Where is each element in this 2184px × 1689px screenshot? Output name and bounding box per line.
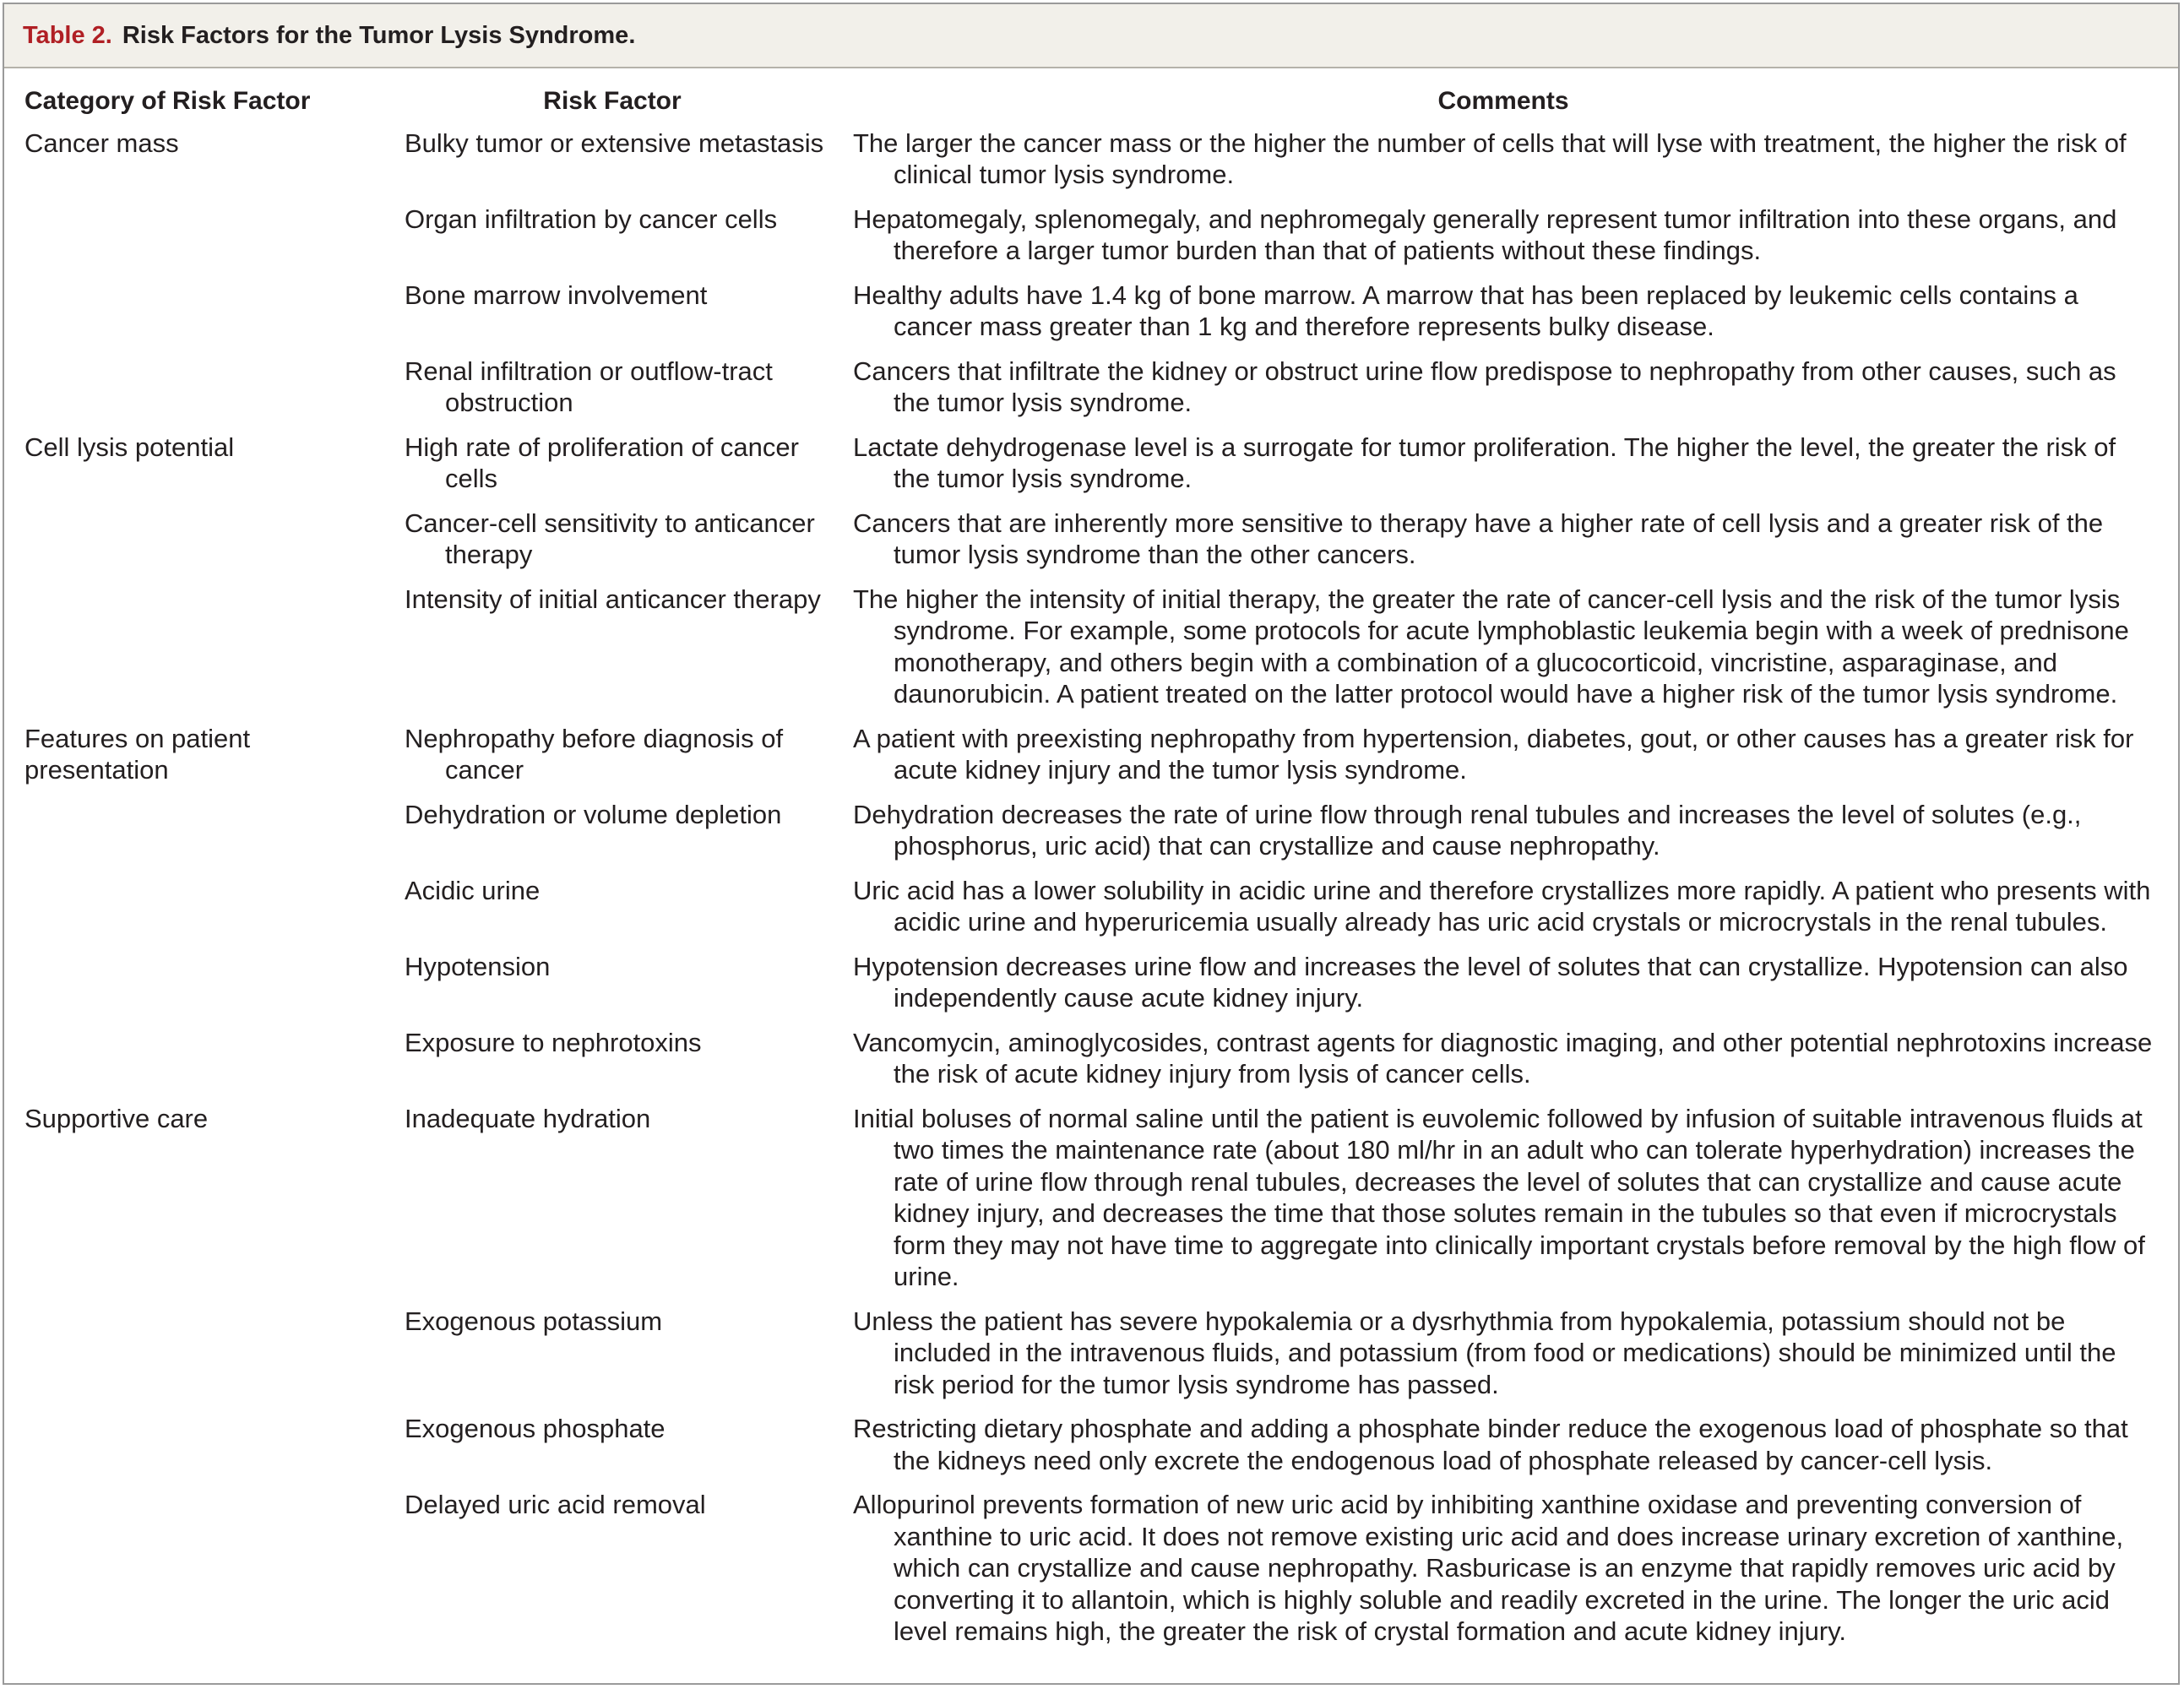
- risk-factor-text: Delayed uric acid removal: [405, 1490, 706, 1519]
- table-row: [4, 128, 2178, 204]
- cell-category: [4, 356, 405, 432]
- table-frame: [3, 3, 2180, 1685]
- risk-factor-text: Cancer-cell sensitivity to anticancer therapy: [405, 508, 815, 569]
- cell-comment: [853, 128, 2178, 204]
- table-row: [4, 508, 2178, 584]
- cell-category: [4, 875, 405, 951]
- cell-comment: [853, 204, 2178, 280]
- cell-comment: [853, 1103, 2178, 1306]
- table-row: [4, 875, 2178, 951]
- comment-text: Cancers that are inherently more sensitive to therapy have a higher rate of cell lysis and a greater risk of the tumor lysis syndrome than the other cancers.: [853, 508, 2104, 569]
- cell-comment: [853, 508, 2178, 584]
- cell-category: [4, 204, 405, 280]
- risk-factor-text: Exposure to nephrotoxins: [405, 1027, 702, 1057]
- table-body: [4, 128, 2178, 1661]
- cell-category: [4, 799, 405, 875]
- comment-text: Allopurinol prevents formation of new uric acid by inhibiting xanthine oxidase and preventing conversion of xanthine to uric acid. It does not remove existing uric acid and does increase urinary excretion of xanthine, which can crystallize and cause nephropathy. Rasburicase is an enzyme that rapidly removes uric acid by converting it to allantoin, which is highly soluble and readily excreted in the urine. The longer the uric acid level remains high, the greater the risk of crystal formation and acute kidney injury.: [853, 1490, 2124, 1646]
- cell-comment: [853, 1306, 2178, 1414]
- cell-risk-factor: [405, 875, 853, 951]
- comment-text: Restricting dietary phosphate and adding a phosphate binder reduce the exogenous load of phosphate so that the kidneys need only excrete the endogenous load of phosphate released by cancer-cell lysis.: [853, 1414, 2128, 1475]
- cell-comment: [853, 951, 2178, 1027]
- header-risk-factor: Risk Factor: [543, 87, 682, 115]
- cell-category: [4, 280, 405, 356]
- risk-factor-text: Bone marrow involvement: [405, 280, 708, 310]
- table-row: [4, 204, 2178, 280]
- table-row: [4, 1489, 2178, 1661]
- table-row: [4, 951, 2178, 1027]
- table-row: [4, 723, 2178, 799]
- comment-text: Lactate dehydrogenase level is a surrogate for tumor proliferation. The higher the level, the greater the risk of the tumor lysis syndrome.: [853, 432, 2116, 493]
- risk-factor-text: Exogenous potassium: [405, 1306, 663, 1336]
- comment-text: A patient with preexisting nephropathy from hypertension, diabetes, gout, or other causes has a greater risk for acute kidney injury and the tumor lysis syndrome.: [853, 723, 2134, 785]
- cell-risk-factor: [405, 723, 853, 799]
- cell-risk-factor: [405, 204, 853, 280]
- cell-category: Features on patient presentation: [24, 723, 251, 785]
- comment-text: Cancers that infiltrate the kidney or obstruct urine flow predispose to nephropathy from other causes, such as the tumor lysis syndrome.: [853, 356, 2116, 417]
- risk-factor-text: Intensity of initial anticancer therapy: [405, 584, 821, 614]
- cell-risk-factor: [405, 280, 853, 356]
- cell-category: [4, 951, 405, 1027]
- header-row: [4, 68, 2178, 128]
- comment-text: Vancomycin, aminoglycosides, contrast agents for diagnostic imaging, and other potential nephrotoxins increase the risk of acute kidney injury from lysis of cancer cells.: [853, 1027, 2153, 1089]
- cell-comment: [853, 723, 2178, 799]
- cell-risk-factor: [405, 1027, 853, 1103]
- risk-factor-text: Inadequate hydration: [405, 1103, 651, 1133]
- table-row: [4, 1413, 2178, 1489]
- risk-factor-text: High rate of proliferation of cancer cells: [405, 432, 799, 493]
- risk-factor-table: [4, 68, 2178, 1661]
- risk-factor-text: Acidic urine: [405, 875, 541, 905]
- cell-risk-factor: [405, 584, 853, 723]
- table-row: [4, 1027, 2178, 1103]
- comment-text: Healthy adults have 1.4 kg of bone marrow. A marrow that has been replaced by leukemic cells contains a cancer mass greater than 1 kg and therefore represents bulky disease.: [853, 280, 2078, 341]
- cell-comment: [853, 1489, 2178, 1661]
- cell-risk-factor: [405, 951, 853, 1027]
- cell-risk-factor: [405, 799, 853, 875]
- risk-factor-text: Exogenous phosphate: [405, 1414, 666, 1443]
- table-row: [4, 1306, 2178, 1414]
- comment-text: Hypotension decreases urine flow and increases the level of solutes that can crystallize. Hypotension can also independently cause acute kidney injury.: [853, 951, 2128, 1013]
- cell-comment: [853, 799, 2178, 875]
- table-row: [4, 584, 2178, 723]
- cell-risk-factor: [405, 432, 853, 508]
- table-number: Table 2.: [23, 21, 112, 49]
- table-row: [4, 356, 2178, 432]
- cell-risk-factor: [405, 1489, 853, 1661]
- cell-risk-factor: [405, 1103, 853, 1306]
- cell-comment: [853, 356, 2178, 432]
- cell-comment: [853, 875, 2178, 951]
- cell-comment: [853, 1027, 2178, 1103]
- comment-text: Uric acid has a lower solubility in acidic urine and therefore crystallizes more rapidly. A patient who presents with acidic urine and hyperuricemia usually already has uric acid crystals or microcrystals in the renal tubules.: [853, 875, 2151, 937]
- cell-comment: [853, 584, 2178, 723]
- table-row: [4, 280, 2178, 356]
- cell-category: Supportive care: [24, 1103, 209, 1133]
- cell-category: [4, 508, 405, 584]
- table-row: [4, 799, 2178, 875]
- cell-category: [4, 584, 405, 723]
- cell-category: [4, 1027, 405, 1103]
- cell-category: [4, 1489, 405, 1661]
- cell-risk-factor: [405, 508, 853, 584]
- comment-text: Dehydration decreases the rate of urine flow through renal tubules and increases the level of solutes (e.g., phosphorus, uric acid) that can crystallize and cause nephropathy.: [853, 799, 2082, 861]
- risk-factor-text: Bulky tumor or extensive metastasis: [405, 128, 824, 158]
- cell-comment: [853, 280, 2178, 356]
- cell-category: Cell lysis potential: [24, 432, 235, 462]
- risk-factor-text: Nephropathy before diagnosis of cancer: [405, 723, 784, 785]
- header-category: Category of Risk Factor: [24, 87, 311, 115]
- cell-category: [4, 1306, 405, 1414]
- table-caption: [4, 4, 2178, 68]
- risk-factor-text: Organ infiltration by cancer cells: [405, 204, 778, 234]
- table-row: [4, 432, 2178, 508]
- cell-category: [4, 1413, 405, 1489]
- comment-text: Initial boluses of normal saline until the patient is euvolemic followed by infusion of suitable intravenous fluids at two times the maintenance rate (about 180 ml/hr in an adult who can tolerate hyperhydration) increases the rate of urine flow through renal tubules, decreases the level of solutes that can crystallize and cause acute kidney injury, and decreases the time that those solutes remain in the tubules so that even if microcrystals form they may not have time to aggregate into clinically important crystals before removal by the high flow of urine.: [853, 1103, 2145, 1291]
- cell-risk-factor: [405, 356, 853, 432]
- cell-risk-factor: [405, 1413, 853, 1489]
- comment-text: Unless the patient has severe hypokalemia or a dysrhythmia from hypokalemia, potassium should not be included in the intravenous fluids, and potassium (from food or medications) should be minimized until the risk period for the tumor lysis syndrome has passed.: [853, 1306, 2116, 1399]
- cell-category: Cancer mass: [24, 128, 179, 158]
- comment-text: The larger the cancer mass or the higher the number of cells that will lyse with treatment, the higher the risk of clinical tumor lysis syndrome.: [853, 128, 2127, 189]
- risk-factor-text: Renal infiltration or outflow-tract obstruction: [405, 356, 773, 417]
- risk-factor-text: Hypotension: [405, 951, 551, 981]
- table-title: Risk Factors for the Tumor Lysis Syndrome.: [122, 21, 636, 49]
- comment-text: Hepatomegaly, splenomegaly, and nephromegaly generally represent tumor infiltration into these organs, and therefore a larger tumor burden than that of patients without these findings.: [853, 204, 2117, 265]
- table-row: [4, 1103, 2178, 1306]
- cell-comment: [853, 1413, 2178, 1489]
- comment-text: The higher the intensity of initial therapy, the greater the rate of cancer-cell lysis and the risk of the tumor lysis syndrome. For example, some protocols for acute lymphoblastic leukemia begin with a week of prednisone monotherapy, and others begin with a combination of a glucocorticoid, vincristine, asparaginase, and daunorubicin. A patient treated on the latter protocol would have a higher risk of the tumor lysis syndrome.: [853, 584, 2129, 709]
- cell-comment: [853, 432, 2178, 508]
- cell-risk-factor: [405, 1306, 853, 1414]
- cell-risk-factor: [405, 128, 853, 204]
- risk-factor-text: Dehydration or volume depletion: [405, 799, 782, 829]
- header-comments: Comments: [1437, 87, 1569, 115]
